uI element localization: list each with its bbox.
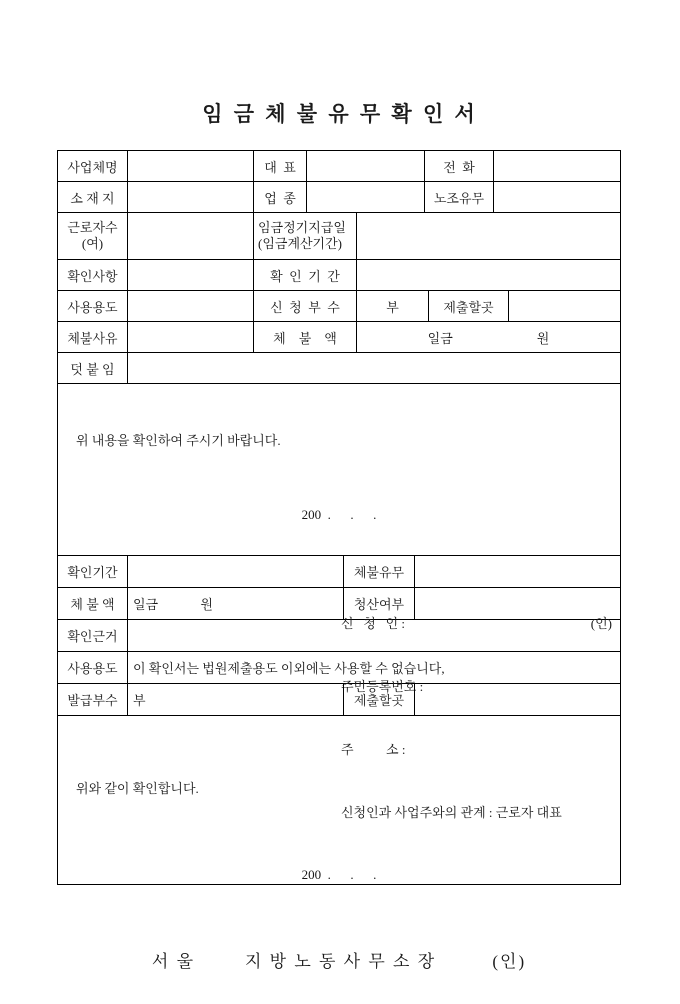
- issue-copies-label: 발급부수: [67, 693, 118, 708]
- submit-to-label: 제출할곳: [343, 684, 414, 715]
- applicant-label: 신 청 인 :: [341, 616, 406, 631]
- ceo-field: [306, 151, 424, 181]
- industry-field: [306, 182, 424, 212]
- attachment-label: 덧 붙 임: [70, 361, 115, 377]
- table-row-confirm-items: [58, 259, 620, 290]
- confirm-period-label: 확인기간: [67, 565, 118, 580]
- confirm-section: [58, 716, 620, 971]
- arrears-amount-field-upper: [356, 322, 620, 352]
- wage-payday-label-line1: 임금정기지급일: [258, 220, 346, 235]
- table-row-arrears-amount: [58, 587, 620, 619]
- address-field: [127, 182, 253, 212]
- table-row-location: [58, 181, 620, 212]
- relation-label: 신청인과 사업주와의 관계 : 근로자 대표: [341, 805, 562, 820]
- table-row-arrears: [58, 321, 620, 352]
- wage-payday-label-line2: (임금계산기간): [258, 236, 343, 251]
- table-row-confirm-period: [58, 555, 620, 587]
- table-row-use-purpose: [58, 290, 620, 321]
- copies-requested-label: 신 청 부 수: [253, 291, 356, 321]
- settlement-status-label: 청산여부: [343, 588, 414, 619]
- table-row-business: [58, 151, 620, 181]
- confirm-section-row: [58, 715, 620, 971]
- business-name-field: [127, 151, 253, 181]
- confirm-period-field: [127, 556, 343, 587]
- request-message: 위 내용을 확인하여 주시기 바랍니다.: [76, 433, 281, 448]
- confirm-date: 200 . . .: [301, 867, 377, 882]
- settlement-status-field: [414, 588, 620, 619]
- table-row-workers: [58, 212, 620, 259]
- ceo-label: 대 표: [253, 151, 306, 181]
- phone-field: [493, 151, 620, 181]
- arrears-status-field: [414, 556, 620, 587]
- table-row-issue-copies: [58, 683, 620, 715]
- phone-label: 전 화: [424, 151, 493, 181]
- confirm-period-field-upper: [356, 260, 620, 290]
- submit-to-label-upper: 제출할곳: [428, 291, 508, 321]
- form-table: [57, 150, 621, 971]
- confirm-items-label: 확인사항: [67, 268, 118, 284]
- issue-copies-value: 부: [127, 684, 343, 715]
- signer-line: 서 울 지 방 노 동 사 무 소 장 (인): [151, 952, 527, 971]
- address-label: 소 재 지: [70, 190, 115, 206]
- table-row-use-note: [58, 651, 620, 683]
- table-row-attachment: [58, 352, 620, 383]
- confirm-message: 위와 같이 확인합니다.: [76, 781, 199, 796]
- worker-count-label-line1: 근로자수: [67, 220, 118, 235]
- arrears-reason-label: 체불사유: [67, 330, 118, 346]
- worker-count-label-line2: (여): [81, 236, 104, 251]
- wage-payday-field: [356, 213, 620, 259]
- arrears-status-label: 체불유무: [343, 556, 414, 587]
- request-date: 200 . . .: [301, 507, 377, 522]
- resident-id-label: 주민등록번호 :: [341, 679, 424, 694]
- attachment-field: [127, 353, 620, 383]
- worker-count-label: [58, 213, 127, 259]
- amount-ilgeum-text: 일금: [427, 330, 453, 346]
- use-purpose-label-upper: 사용용도: [67, 299, 118, 315]
- arrears-amount-label: 체 불 액: [70, 597, 115, 612]
- applicant-seal: (인): [590, 616, 612, 631]
- arrears-reason-field: [127, 322, 253, 352]
- worker-count-field: [127, 213, 253, 259]
- amount-won-text: 원: [536, 330, 550, 346]
- business-name-label: 사업체명: [67, 159, 118, 175]
- submit-to-field-upper: [508, 291, 620, 321]
- arrears-amount-value: 일금 원: [127, 588, 343, 619]
- confirm-items-field: [127, 260, 253, 290]
- arrears-amount-label-upper: 체 불 액: [253, 322, 356, 352]
- industry-label: 업 종: [253, 182, 306, 212]
- use-purpose-field-upper: [127, 291, 253, 321]
- confirm-basis-field: [127, 620, 620, 651]
- confirm-period-label-upper: 확 인 기 간: [253, 260, 356, 290]
- document-title: 임 금 체 불 유 무 확 인 서: [202, 102, 478, 126]
- union-status-field: [493, 182, 620, 212]
- confirm-basis-label: 확인근거: [67, 629, 118, 644]
- use-purpose-label: 사용용도: [67, 661, 118, 676]
- submit-to-field: [414, 684, 620, 715]
- use-purpose-note: 이 확인서는 법원제출용도 이외에는 사용할 수 없습니다,: [127, 652, 620, 683]
- address-line-label: 주 소 :: [341, 742, 406, 757]
- copies-unit-cell: 부: [356, 291, 428, 321]
- wage-payday-label: [253, 213, 356, 259]
- union-status-label: 노조유무: [424, 182, 493, 212]
- table-row-confirm-basis: [58, 619, 620, 651]
